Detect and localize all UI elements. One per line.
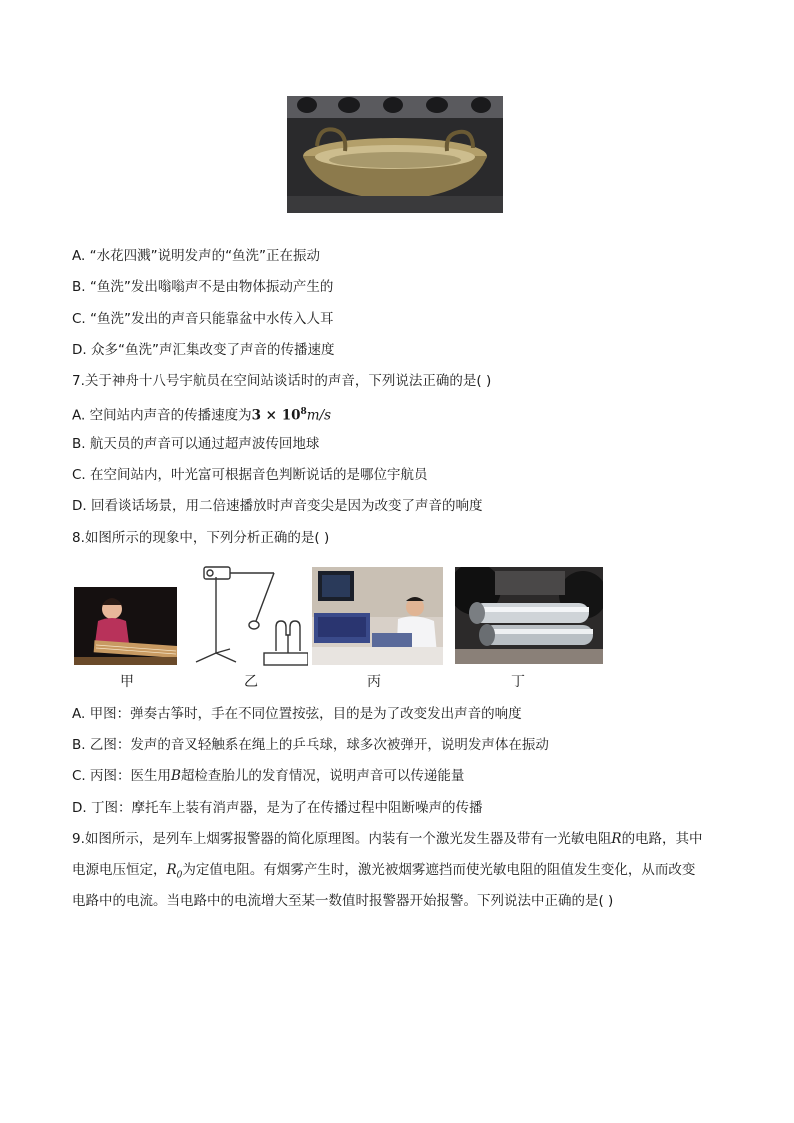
q8-option-c [72, 766, 464, 786]
q9-line-2-suffix: 为定值电阻。有烟雾产生时，激光被烟雾遮挡而使光敏电阻的阻值发生变化，从而改变 [182, 862, 696, 878]
q8-stem: 8.如图所示的现象中，下列分析正确的是( ) [72, 530, 330, 546]
caption-ding: 丁 [511, 674, 525, 690]
q9-resistor-r0: R [166, 862, 177, 878]
muffler-photo [455, 567, 603, 664]
caption-yi: 乙 [244, 674, 258, 690]
q9-line-3: 电路中的电流。当电路中的电流增大至某一数值时报警器开始报警。下列说法中正确的是( ) [72, 893, 614, 909]
q7-option-c: C. 在空间站内，叶光富可根据音色判断说话的是哪位宇航员 [72, 467, 428, 483]
caption-bing: 丙 [367, 674, 381, 690]
ultrasound-photo [312, 567, 443, 665]
q8-option-b: B. 乙图：发声的音叉轻触系在绳上的乒乓球，球多次被弹开，说明发声体在振动 [72, 737, 549, 753]
q9-resistor-r: R [611, 831, 622, 847]
q9-line-2 [72, 860, 695, 886]
q6-option-a: A. “水花四溅”说明发声的“鱼洗”正在振动 [72, 248, 321, 264]
q9-line-2-prefix: 电源电压恒定， [72, 862, 167, 878]
caption-jia: 甲 [120, 674, 134, 690]
q8-option-c-suffix: 超检查胎儿的发育情况，说明声音可以传递能量 [180, 768, 465, 784]
q8-option-d: D. 丁图：摩托车上装有消声器，是为了在传播过程中阻断噪声的传播 [72, 800, 483, 816]
q6-option-c: C. “鱼洗”发出的声音只能靠盆中水传入人耳 [72, 311, 334, 327]
tuning-fork-diagram [188, 563, 308, 669]
basin-photo [287, 96, 503, 213]
q8-option-c-variable: B [171, 768, 181, 784]
q7-option-a [72, 402, 331, 426]
q7-speed-base: 3 × 10 [251, 407, 301, 424]
q9-resistor-r0-subscript: 0 [176, 870, 183, 881]
q9-line-1-suffix: 的电路，其中 [621, 831, 703, 847]
q7-speed-unit: m/s [306, 407, 332, 424]
q7-option-b: B. 航天员的声音可以通过超声波传回地球 [72, 436, 320, 452]
guzheng-photo [74, 587, 177, 665]
q8-option-a: A. 甲图：弹奏古筝时，手在不同位置按弦，目的是为了改变发出声音的响度 [72, 706, 522, 722]
q9-line-1 [72, 829, 703, 849]
q6-option-d: D. 众多“鱼洗”声汇集改变了声音的传播速度 [72, 342, 335, 358]
q8-option-c-prefix: C. 丙图：医生用 [72, 768, 172, 784]
q6-option-b: B. “鱼洗”发出嗡嗡声不是由物体振动产生的 [72, 279, 334, 295]
q7-speed-exponent: 8 [300, 407, 307, 417]
q7-stem: 7.关于神舟十八号宇航员在空间站谈话时的声音，下列说法正确的是( ) [72, 373, 492, 389]
q7-option-a-prefix: A. 空间站内声音的传播速度为 [72, 407, 252, 424]
q9-line-1-prefix: 9.如图所示，是列车上烟雾报警器的简化原理图。内装有一个激光发生器及带有一光敏电阻 [72, 831, 612, 847]
q7-option-d: D. 回看谈话场景，用二倍速播放时声音变尖是因为改变了声音的响度 [72, 498, 483, 514]
